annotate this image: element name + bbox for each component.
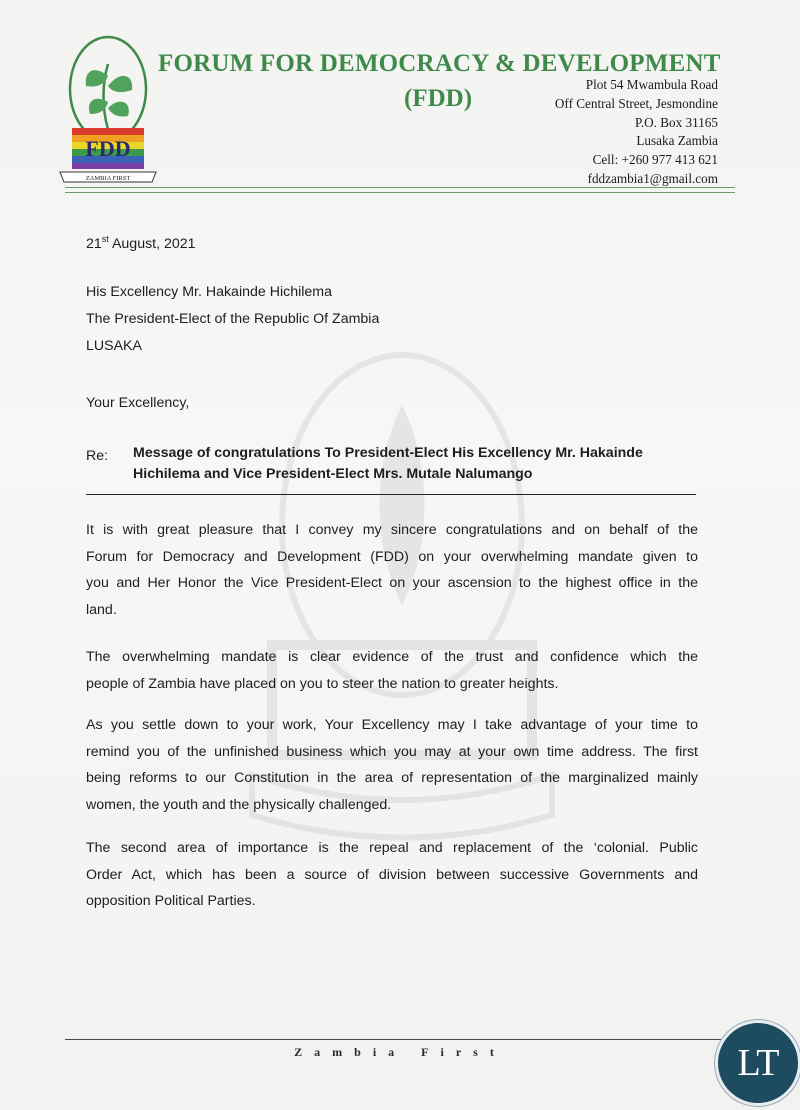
- paragraph-line: being reforms to our Constitution in the area of representation of the marginalized mainly: [86, 770, 698, 786]
- paragraph-line: The overwhelming mandate is clear evidence of the trust and confidence which the: [86, 649, 698, 665]
- lt-watermark-badge: [715, 1020, 800, 1106]
- paragraph-line: Order Act, which has been a source of division between successive Governments and: [86, 866, 698, 883]
- email-line: fddzambia1@gmail.com: [587, 170, 718, 186]
- paragraph-line: opposition Political Parties.: [86, 893, 256, 909]
- paragraph-line: It is with great pleasure that I convey my sincere congratulations and on behalf of the: [86, 522, 698, 538]
- body-paragraph-2: [86, 644, 698, 697]
- address-line: Off Central Street, Jesmondine: [554, 95, 718, 111]
- footer-divider: [65, 1039, 735, 1040]
- recipient-city: LUSAKA: [86, 338, 142, 354]
- phone-line: Cell: +260 977 413 621: [592, 152, 718, 168]
- paragraph-line: Forum for Democracy and Development (FDD) on your overwhelming mandate given to: [86, 548, 698, 565]
- recipient-name: His Excellency Mr. Hakainde Hichilema: [86, 284, 333, 300]
- svg-text:ZAMBIA FIRST: ZAMBIA FIRST: [85, 175, 131, 182]
- subject-label: Re:: [86, 448, 109, 464]
- subject-underline: [86, 494, 696, 495]
- paragraph-line: you and Her Honor the Vice President-Elect on your ascension to the highest office in the: [86, 575, 698, 591]
- body-paragraph-3: [86, 712, 698, 818]
- badge-text: LT: [737, 1042, 779, 1084]
- recipient-title: The President-Elect of the Republic Of Zambia: [86, 311, 380, 327]
- body-paragraph-4: [86, 835, 698, 915]
- fdd-logo: [58, 34, 158, 184]
- paragraph-line: remind you of the unfinished business which you may at your own time address. The first: [86, 743, 698, 760]
- subject-line: [133, 443, 643, 485]
- address-line: Lusaka Zambia: [636, 133, 718, 149]
- subject-line-2: Hichilema and Vice President-Elect Mrs. Mutale Nalumango: [133, 466, 533, 482]
- address-line: Plot 54 Mwambula Road: [585, 77, 718, 92]
- address-line: P.O. Box 31165: [634, 114, 718, 130]
- paragraph-line: The second area of importance is the repeal and replacement of the ‘colonial. Public: [86, 840, 698, 856]
- letter-date: 21st August, 2021: [86, 234, 196, 252]
- paragraph-line: women, the youth and the physically challenged.: [86, 796, 392, 813]
- letterhead-address: [555, 76, 718, 189]
- subject-line-1: Message of congratulations To President-Elect His Excellency Mr. Hakainde: [133, 445, 643, 461]
- header-divider: [65, 187, 735, 188]
- paragraph-line: As you settle down to your work, Your Excellency may I take advantage of your time to: [86, 717, 698, 733]
- footer-motto: Zambia First: [294, 1045, 506, 1059]
- paragraph-line: land.: [86, 601, 117, 618]
- body-paragraph-1: [86, 517, 698, 623]
- organization-abbreviation: (FDD): [404, 85, 473, 112]
- paragraph-line: people of Zambia have placed on you to steer the nation to greater heights.: [86, 675, 559, 692]
- svg-text:FDD: FDD: [85, 136, 131, 161]
- header-divider-secondary: [65, 192, 735, 193]
- organization-name: FORUM FOR DEMOCRACY & DEVELOPMENT: [158, 50, 721, 77]
- salutation: Your Excellency,: [86, 395, 190, 411]
